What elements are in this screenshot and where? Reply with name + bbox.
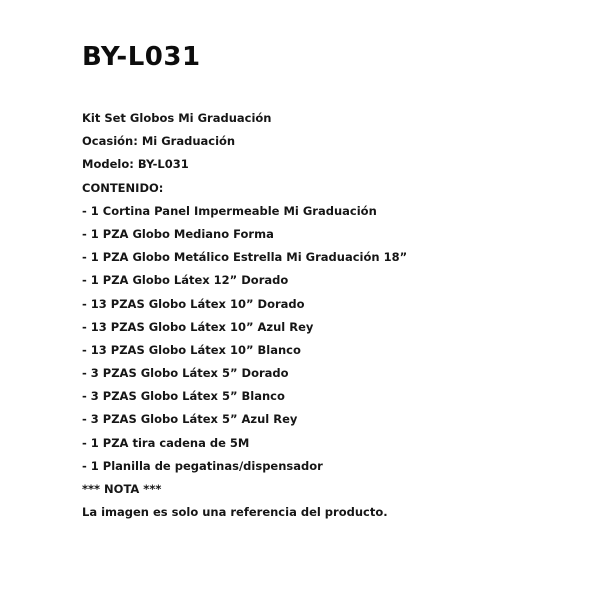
line-contents-heading: CONTENIDO: xyxy=(82,180,164,195)
content-item: - 13 PZAS Globo Látex 10” Blanco xyxy=(82,342,301,357)
line-occasion: Ocasión: Mi Graduación xyxy=(82,134,236,149)
content-item: - 1 PZA tira cadena de 5M xyxy=(82,435,250,450)
content-item: - 13 PZAS Globo Látex 10” Dorado xyxy=(82,296,305,311)
content-item: - 1 PZA Globo Látex 12” Dorado xyxy=(82,273,289,288)
content-item: - 3 PZAS Globo Látex 5” Blanco xyxy=(82,389,285,404)
content-item: - 3 PZAS Globo Látex 5” Azul Rey xyxy=(82,412,298,427)
content-item: - 1 Planilla de pegatinas/dispensador xyxy=(82,458,323,473)
product-description-list xyxy=(82,110,582,527)
content-item: - 1 Cortina Panel Impermeable Mi Graduación xyxy=(82,203,377,218)
note-text: La imagen es solo una referencia del producto. xyxy=(82,505,388,520)
content-item: - 1 PZA Globo Metálico Estrella Mi Graduación 18” xyxy=(82,250,408,265)
content-item: - 3 PZAS Globo Látex 5” Dorado xyxy=(82,366,289,381)
line-kit-name: Kit Set Globos Mi Graduación xyxy=(82,111,272,125)
content-item: - 1 PZA Globo Mediano Forma xyxy=(82,226,274,241)
product-code-title: BY-L031 xyxy=(82,42,201,72)
content-item: - 13 PZAS Globo Látex 10” Azul Rey xyxy=(82,319,314,334)
note-heading: *** NOTA *** xyxy=(82,482,162,496)
line-model: Modelo: BY-L031 xyxy=(82,157,189,172)
